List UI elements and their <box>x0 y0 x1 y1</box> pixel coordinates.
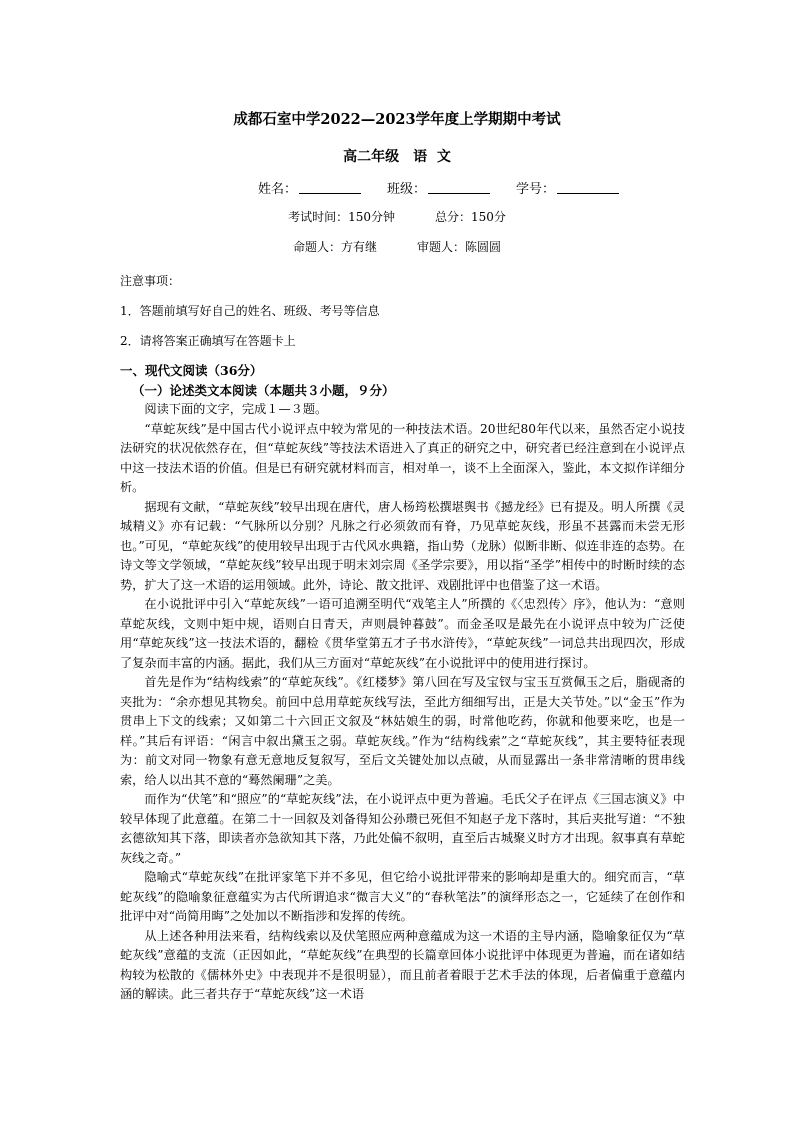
exam-meta-row <box>0 208 794 225</box>
id-blank[interactable] <box>557 181 619 194</box>
exam-title: 成都石室中学2022—2023学年度上学期期中考试 <box>233 111 561 128</box>
id-label: 学号： <box>516 182 556 197</box>
passage-paragraph: 隐喻式“草蛇灰线”在批评家笔下并不多见，但它给小说批评带来的影响却是重大的。细究而言，“草蛇灰线”的隐喻象征意蕴实为古代所谓追求“微言大义”的“春秋笔法”的演绎形态之一，它延续了在创作和批评中对“尚简用晦”之处加以不断指涉和发挥的传统。 <box>120 870 685 923</box>
section-heading: 一、现代文阅读（36分） <box>120 363 263 378</box>
class-label: 班级： <box>387 182 427 197</box>
setter: 命题人：方有继 <box>292 240 377 254</box>
passage-paragraph: 首先是作为“结构线索”的“草蛇灰线”。《红楼梦》第八回在写及宝钗与宝玉互赏佩玉之后，脂砚斋的夹批为：“余亦想见其物矣。前回中总用草蛇灰线写法，至此方细细写出，正是大关节处。”以“金玉”作为贯串上下文的线索；又如第二十六回正文叙及“林姑娘生的弱，时常他吃药，你就和他要来吃，也是一样。”其后有评语：“闲言中叙出黛玉之弱。草蛇灰线。”作为“结构线索”之“草蛇灰线”，其主要特征表现为：前文对同一物象有意无意地反复叙写，至后文关键处加以点破，从而显露出一条非常清晰的贯串线索，给人以出其不意的“蓦然阑珊”之美。 <box>120 675 685 787</box>
reviewer: 审题人：陈圆圆 <box>417 240 502 254</box>
passage-paragraph: “草蛇灰线”是中国古代小说评点中较为常见的一种技法术语。20世纪80年代以来，虽然否定小说技法研究的状况依然存在，但“草蛇灰线”等技法术语进入了真正的研究之中，研究者已经注意到在小说评点中这一技法术语的价值。但是已有研究就材料而言，相对单一，谈不上全面深入，鉴此，本文拟作详细分析。 <box>120 421 685 494</box>
notice-item: 1．答题前填写好自己的姓名、班级、考号等信息 <box>120 304 380 318</box>
notice-heading: 注意事项： <box>120 274 181 288</box>
passage-paragraph: 从上述各种用法来看，结构线索以及伏笔照应两种意蕴成为这一术语的主导内涵，隐喻象征仅为“草蛇灰线”意蕴的支流（正因如此，“草蛇灰线”在典型的长篇章回体小说批评中体现更为普遍，而在诸如结构较为松散的《儒林外史》中表现并不是很明显），而且前者着眼于艺术手法的体现，后者偏重于意蕴内涵的解读。此三者共存于“草蛇灰线”这一术语 <box>120 928 685 1001</box>
passage-instruction: 阅读下面的文字，完成１—３题。 <box>144 402 328 416</box>
class-blank[interactable] <box>428 181 490 194</box>
subject-label: 语 文 <box>413 149 451 165</box>
passage-paragraph: 在小说批评中引入“草蛇灰线”一语可追溯至明代“戏笔主人”所撰的《〈忠烈传〉序》，他认为：“意则草蛇灰线，文则中矩中规，语则白日青天，声则晨钟暮鼓”。而金圣叹是最先在小说评点中较为广泛使用“草蛇灰线”这一技法术语的，翻检《贯华堂第五才子书水浒传》，“草蛇灰线”一词总共出现四次，形成了复杂而丰富的内涵。据此，我们从三方面对“草蛇灰线”在小说批评中的使用进行探讨。 <box>120 597 685 670</box>
reading-passage <box>120 400 685 1005</box>
total-score: 总分：150分 <box>435 210 506 224</box>
exam-subtitle <box>0 146 794 166</box>
passage-paragraph: 据现有文献，“草蛇灰线”较早出现在唐代，唐人杨筠松撰堪舆书《撼龙经》已有提及。明人所撰《灵城精义》亦有记载：“气脉所以分别？凡脉之行必须敛而有脊，乃见草蛇灰线，形虽不甚露而未尝无形也。”可见，“草蛇灰线”的使用较早出现于古代风水典籍，指山势（龙脉）似断非断、似连非连的态势。在诗文等文学领域，“草蛇灰线”较早出现于明末刘宗周《圣学宗要》，用以指“圣学”相传中的时断时续的态势，扩大了这一术语的运用领域。此外，诗论、散文批评、戏剧批评中也借鉴了这一术语。 <box>120 499 685 592</box>
notice-item: 2．请将答案正确填写在答题卡上 <box>120 334 296 348</box>
student-info-row <box>258 178 623 197</box>
name-blank[interactable] <box>299 181 361 194</box>
exam-time: 考试时间：150分钟 <box>288 210 395 224</box>
grade-label: 高二年级 <box>343 149 400 165</box>
name-label: 姓名： <box>258 182 298 197</box>
authors-row <box>0 238 794 255</box>
passage-paragraph: 而作为“伏笔”和“照应”的“草蛇灰线”法，在小说评点中更为普遍。毛氏父子在评点《三国志演义》中较早体现了此意蕴。在第二十一回叙及刘备得知公孙瓒已死但不知赵子龙下落时，其后夹批写道：“不独玄德欲知其下落，即读者亦急欲知其下落，乃此处偏不叙明，直至后古城聚义时方才出现。叙事真有草蛇灰线之奇。” <box>120 792 685 865</box>
subsection-heading: （一）论述类文本阅读（本题共３小题，９分） <box>132 383 395 398</box>
